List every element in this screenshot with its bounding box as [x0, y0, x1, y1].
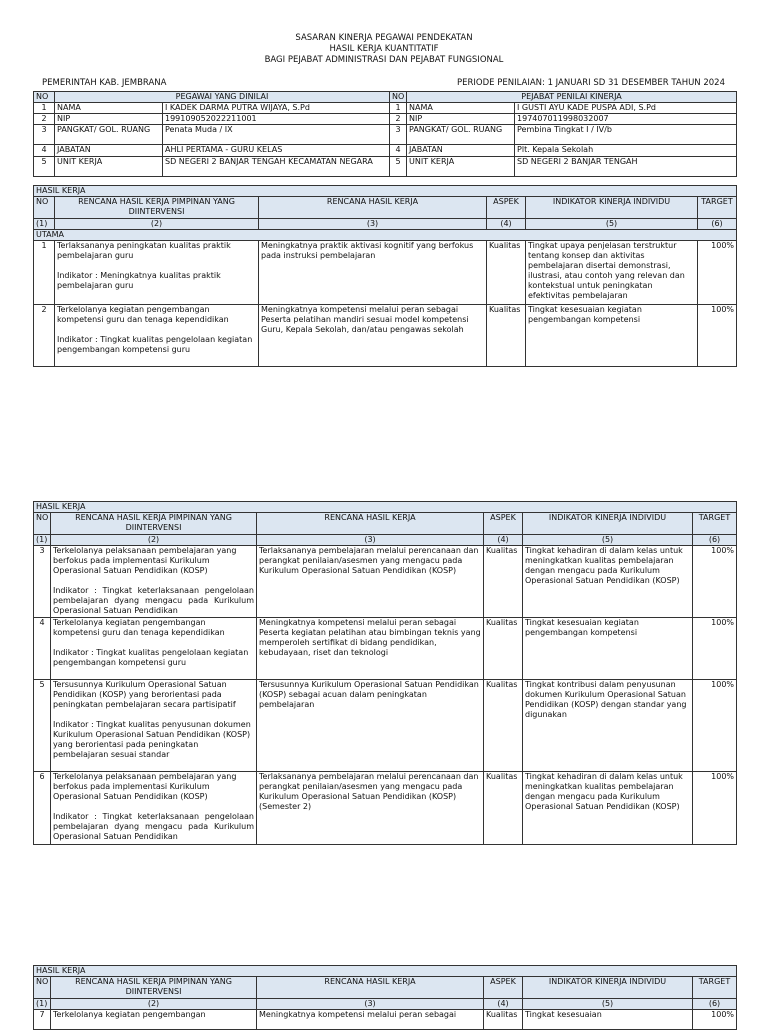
col-number: (2): [55, 219, 259, 230]
col-header-target: TARGET: [698, 197, 737, 219]
leader-plan: Terkelolanya pelaksanaan pembelajaran yang berfokus pada implementasi Kurikulum Operasional Satuan Pendidikan (KOSP): [53, 546, 237, 575]
indicator: Tingkat kehadiran di dalam kelas untuk meningkatkan kualitas pembelajaran dengan mengacu pada Kurikulum Operasional Satuan Pendidikan (KOSP): [523, 772, 693, 845]
section-title: HASIL KERJA: [34, 186, 737, 197]
row-no: 3: [34, 546, 51, 618]
work-plan: Meningkatnya praktik aktivasi kognitif yang berfokus pada instruksi pembelajaran: [259, 241, 487, 305]
col-header-aspect: ASPEK: [484, 977, 523, 999]
col-header-leader-plan: RENCANA HASIL KERJA PIMPINAN YANG DIINTERVENSI: [51, 977, 257, 999]
work-plan: Tersusunnya Kurikulum Operasional Satuan Pendidikan (KOSP) sebagai acuan dalam peningkatan pembelajaran: [257, 680, 484, 772]
work-plan: Terlaksananya pembelajaran melalui perencanaan dan perangkat penilaian/asesmen yang mengacu pada Kurikulum Operasional Satuan Pendidikan (KOSP) (Semester 2): [257, 772, 484, 845]
section-title: HASIL KERJA: [34, 966, 737, 977]
row-no: 2: [34, 114, 55, 125]
table-row: [34, 241, 737, 305]
col-number: (3): [259, 219, 487, 230]
aspect: Kualitas: [484, 680, 523, 772]
col-number: (4): [484, 999, 523, 1010]
col-number: (3): [257, 999, 484, 1010]
row-no: 3: [34, 125, 55, 145]
col-number: (6): [693, 535, 737, 546]
leader-plan: Terkelolanya kegiatan pengembangan kompetensi guru dan tenaga kependidikan: [57, 305, 229, 324]
target: 100%: [693, 680, 737, 772]
field-label: PANGKAT/ GOL. RUANG: [407, 125, 515, 145]
target: 100%: [693, 546, 737, 618]
indicator: Tingkat kesesuaian kegiatan pengembangan kompetensi: [526, 305, 698, 367]
target: 100%: [693, 1010, 737, 1030]
field-label: JABATAN: [407, 145, 515, 157]
col-header-aspect: ASPEK: [484, 513, 523, 535]
field-label: NIP: [55, 114, 163, 125]
employee-unit: SD NEGERI 2 BANJAR TENGAH KECAMATAN NEGARA: [163, 157, 390, 177]
leader-plan: Terkelolanya kegiatan pengembangan kompetensi guru dan tenaga kependidikan: [53, 618, 225, 637]
field-label: UNIT KERJA: [407, 157, 515, 177]
target: 100%: [693, 618, 737, 680]
identity-table: [33, 91, 737, 177]
doc-title-line-2: HASIL KERJA KUANTITATIF: [329, 44, 439, 54]
col-no-header: NO: [34, 92, 55, 103]
indicator: Tingkat kehadiran di dalam kelas untuk meningkatkan kualitas pembelajaran dengan mengacu pada Kurikulum Operasional Satuan Pendidikan (KOSP): [523, 546, 693, 618]
leader-plan: Tersusunnya Kurikulum Operasional Satuan Pendidikan (KOSP) yang berorientasi pada peningkatan pembelajaran secara partisipatif: [53, 680, 236, 709]
indicator: Tingkat upaya penjelasan terstruktur tentang konsep dan aktivitas pembelajaran disertai demonstrasi, ilustrasi, atau contoh yang relevan dan kontekstual untuk peningkatan efektivitas pembelajaran: [526, 241, 698, 305]
col-header-leader-plan: RENCANA HASIL KERJA PIMPINAN YANG DIINTERVENSI: [51, 513, 257, 535]
col-header-indicator: INDIKATOR KINERJA INDIVIDU: [523, 977, 693, 999]
col-number: (3): [257, 535, 484, 546]
col-header-no: NO: [34, 977, 51, 999]
work-results-table-1: [33, 185, 737, 367]
evaluated-employee-header: PEGAWAI YANG DINILAI: [55, 92, 390, 103]
col-header-target: TARGET: [693, 513, 737, 535]
row-no: 1: [34, 241, 55, 305]
leader-plan-indicator: Indikator : Meningkatnya kualitas praktik pembelajaran guru: [57, 271, 221, 290]
employee-position: AHLI PERTAMA - GURU KELAS: [163, 145, 390, 157]
doc-title-line-1: SASARAN KINERJA PEGAWAI PENDEKATAN: [295, 33, 473, 43]
col-number: (5): [523, 999, 693, 1010]
col-number: (1): [34, 535, 51, 546]
row-no: 4: [34, 145, 55, 157]
government-label: PEMERINTAH KAB. JEMBRANA: [42, 78, 167, 88]
row-no: 4: [34, 618, 51, 680]
aspect: Kualitas: [484, 772, 523, 845]
subsection-utama: UTAMA: [34, 230, 737, 241]
employee-rank: Penata Muda / IX: [163, 125, 390, 145]
indicator: Tingkat kontribusi dalam penyusunan dokumen Kurikulum Operasional Satuan Pendidikan (KOSP) dengan standar yang digunakan: [523, 680, 693, 772]
col-no-header: NO: [390, 92, 407, 103]
aspect: Kualitas: [487, 305, 526, 367]
target: 100%: [698, 241, 737, 305]
row-no: 1: [390, 103, 407, 114]
aspect: Kualitas: [484, 1010, 523, 1030]
field-label: JABATAN: [55, 145, 163, 157]
col-number: (2): [51, 535, 257, 546]
leader-plan-cell: [51, 618, 257, 680]
assessor-rank: Pembina Tingkat I / IV/b: [515, 125, 737, 145]
col-number: (2): [51, 999, 257, 1010]
col-header-no: NO: [34, 513, 51, 535]
col-header-target: TARGET: [693, 977, 737, 999]
row-no: 2: [34, 305, 55, 367]
aspect: Kualitas: [484, 546, 523, 618]
employee-nip: 199109052022211001: [163, 114, 390, 125]
col-number: (1): [34, 999, 51, 1010]
row-no: 5: [390, 157, 407, 177]
doc-title-line-3: BAGI PEJABAT ADMINISTRASI DAN PEJABAT FUNGSIONAL: [264, 55, 504, 65]
col-header-aspect: ASPEK: [487, 197, 526, 219]
assessor-position: Plt. Kepala Sekolah: [515, 145, 737, 157]
field-label: NIP: [407, 114, 515, 125]
col-header-indicator: INDIKATOR KINERJA INDIVIDU: [526, 197, 698, 219]
row-no: 5: [34, 157, 55, 177]
leader-plan: Terkelolanya kegiatan pengembangan: [51, 1010, 257, 1030]
aspect: Kualitas: [487, 241, 526, 305]
section-title: HASIL KERJA: [34, 502, 737, 513]
work-plan: Terlaksananya pembelajaran melalui perencanaan dan perangkat penilaian/asesmen yang mengacu pada Kurikulum Operasional Satuan Pendidikan (KOSP): [257, 546, 484, 618]
target: 100%: [698, 305, 737, 367]
col-number: (5): [526, 219, 698, 230]
table-row: [34, 618, 737, 680]
col-number: (4): [484, 535, 523, 546]
period-label: PERIODE PENILAIAN: 1 JANUARI SD 31 DESEMBER TAHUN 2024: [457, 78, 725, 88]
col-number: (5): [523, 535, 693, 546]
col-header-work-plan: RENCANA HASIL KERJA: [257, 513, 484, 535]
col-header-no: NO: [34, 197, 55, 219]
row-no: 4: [390, 145, 407, 157]
employee-name: I KADEK DARMA PUTRA WIJAYA, S.Pd: [163, 103, 390, 114]
field-label: NAMA: [55, 103, 163, 114]
row-no: 3: [390, 125, 407, 145]
leader-plan-cell: [55, 305, 259, 367]
leader-plan-cell: [51, 546, 257, 618]
leader-plan-indicator: Indikator : Tingkat keterlaksanaan pengelolaan pembelajaran dyang mengacu pada Kurikulum Operasional Satuan Pendidikan: [53, 586, 254, 615]
work-results-table-3: [33, 965, 737, 1030]
col-header-indicator: INDIKATOR KINERJA INDIVIDU: [523, 513, 693, 535]
col-number: (6): [693, 999, 737, 1010]
leader-plan-indicator: Indikator : Tingkat kualitas pengelolaan kegiatan pengembangan kompetensi guru: [57, 335, 253, 354]
work-results-table-2: [33, 501, 737, 845]
col-header-work-plan: RENCANA HASIL KERJA: [257, 977, 484, 999]
leader-plan-cell: [51, 680, 257, 772]
table-row: [34, 305, 737, 367]
assessor-nip: 197407011998032007: [515, 114, 737, 125]
field-label: NAMA: [407, 103, 515, 114]
assessor-unit: SD NEGERI 2 BANJAR TENGAH: [515, 157, 737, 177]
table-row: [34, 1010, 737, 1030]
aspect: Kualitas: [484, 618, 523, 680]
table-row: [34, 772, 737, 845]
leader-plan: Terlaksananya peningkatan kualitas praktik pembelajaran guru: [57, 241, 231, 260]
table-row: [34, 546, 737, 618]
col-header-leader-plan: RENCANA HASIL KERJA PIMPINAN YANG DIINTERVENSI: [55, 197, 259, 219]
row-no: 7: [34, 1010, 51, 1030]
leader-plan-indicator: Indikator : Tingkat kualitas penyusunan dokumen Kurikulum Operasional Satuan Pendidikan (KOSP) yang berorientasi pada peningkatan pembelajaran sesuai standar: [53, 720, 251, 759]
row-no: 5: [34, 680, 51, 772]
target: 100%: [693, 772, 737, 845]
col-number: (6): [698, 219, 737, 230]
indicator: Tingkat kesesuaian: [523, 1010, 693, 1030]
work-plan: Meningkatnya kompetensi melalui peran sebagai Peserta kegiatan pelatihan atau bimbingan teknis yang memperoleh sertifikat di bidang pendidikan, kebudayaan, riset dan teknologi: [257, 618, 484, 680]
col-number: (1): [34, 219, 55, 230]
work-plan: Meningkatnya kompetensi melalui peran sebagai: [257, 1010, 484, 1030]
table-row: [34, 680, 737, 772]
leader-plan-cell: [55, 241, 259, 305]
leader-plan-indicator: Indikator : Tingkat kualitas pengelolaan kegiatan pengembangan kompetensi guru: [53, 648, 249, 667]
assessor-header: PEJABAT PENILAI KINERJA: [407, 92, 737, 103]
field-label: PANGKAT/ GOL. RUANG: [55, 125, 163, 145]
row-no: 2: [390, 114, 407, 125]
indicator: Tingkat kesesuaian kegiatan pengembangan kompetensi: [523, 618, 693, 680]
work-plan: Meningkatnya kompetensi melalui peran sebagai Peserta pelatihan mandiri sesuai model kompetensi Guru, Kepala Sekolah, dan/atau pengawas sekolah: [259, 305, 487, 367]
row-no: 6: [34, 772, 51, 845]
col-header-work-plan: RENCANA HASIL KERJA: [259, 197, 487, 219]
field-label: UNIT KERJA: [55, 157, 163, 177]
assessor-name: I GUSTI AYU KADE PUSPA ADI, S.Pd: [515, 103, 737, 114]
leader-plan: Terkelolanya pelaksanaan pembelajaran yang berfokus pada implementasi Kurikulum Operasional Satuan Pendidikan (KOSP): [53, 772, 237, 801]
leader-plan-indicator: Indikator : Tingkat keterlaksanaan pengelolaan pembelajaran dyang mengacu pada Kurikulum Operasional Satuan Pendidikan: [53, 812, 254, 841]
col-number: (4): [487, 219, 526, 230]
row-no: 1: [34, 103, 55, 114]
leader-plan-cell: [51, 772, 257, 845]
